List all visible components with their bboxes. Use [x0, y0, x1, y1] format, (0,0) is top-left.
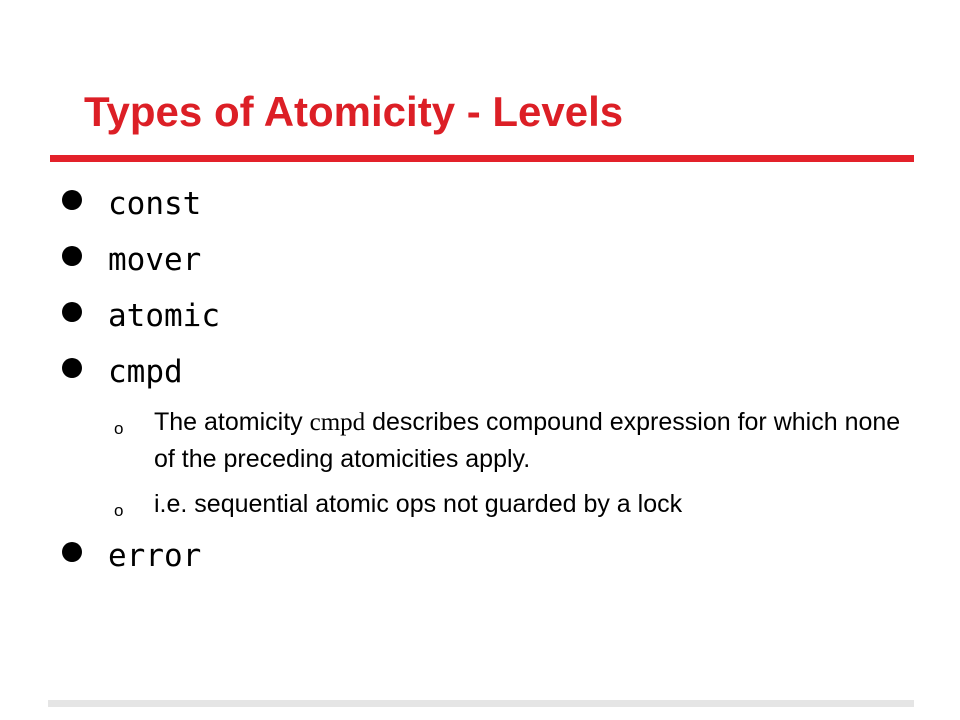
sub-bullet-text: [154, 404, 904, 477]
footer-divider: [48, 700, 914, 707]
bullet-dot: [62, 190, 82, 210]
sub-bullet-text-after: describes compound expression for which none of the preceding atomicities apply.: [154, 408, 901, 473]
bullet-item-cmpd: [62, 352, 882, 398]
inline-code-cmpd: cmpd: [309, 409, 366, 436]
sub-bullet-cmpd-description: [114, 404, 904, 480]
bullet-item-error: [62, 536, 882, 582]
sub-bullet-marker: o: [114, 501, 124, 520]
bullet-item-atomic: [62, 296, 882, 342]
bullet-text: mover: [108, 242, 202, 278]
bullet-dot: [62, 542, 82, 562]
sub-bullet-text: i.e. sequential atomic ops not guarded by a lock: [154, 490, 683, 518]
sub-bullet-sequential-ops: [114, 486, 904, 526]
bullet-text: error: [108, 538, 202, 574]
sub-bullet-text-before: The atomicity: [154, 408, 310, 436]
bullet-text: cmpd: [108, 354, 183, 390]
bullet-dot: [62, 246, 82, 266]
slide-title: Types of Atomicity - Levels: [84, 88, 624, 135]
bullet-item-mover: [62, 240, 882, 286]
sub-bullet-marker: o: [114, 419, 124, 438]
bullet-text: const: [108, 186, 202, 222]
bullet-item-const: [62, 184, 882, 230]
title-underline: [50, 155, 914, 162]
bullet-dot: [62, 358, 82, 378]
bullet-dot: [62, 302, 82, 322]
bullet-text: atomic: [108, 298, 220, 334]
